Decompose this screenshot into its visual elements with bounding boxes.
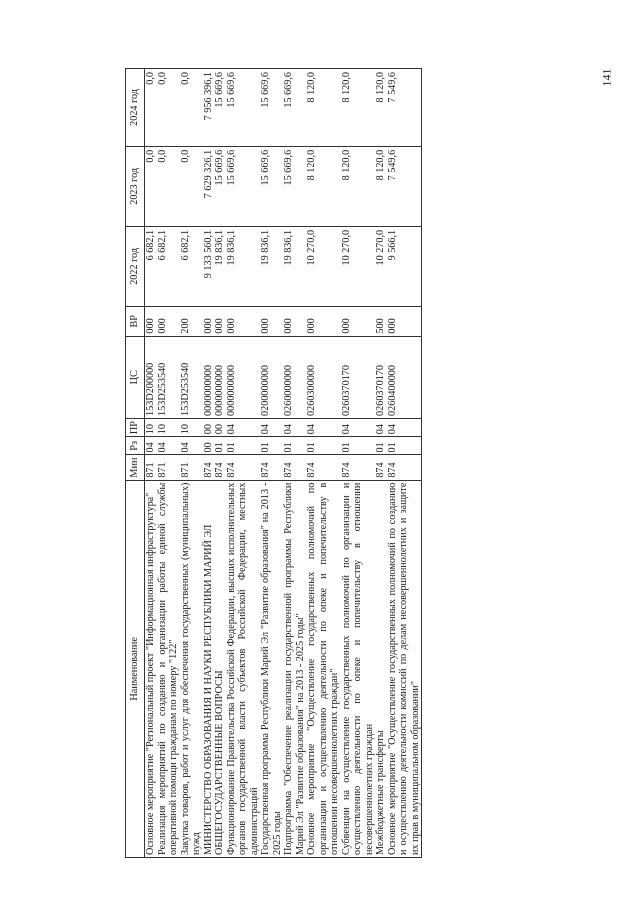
row-2023: 0,0 xyxy=(180,146,203,226)
row-rz: 01 xyxy=(306,437,341,455)
row-rz: 01 xyxy=(260,437,283,455)
row-2024: 8 120,0 xyxy=(375,69,387,147)
row-2022: 10 270,0 xyxy=(306,226,341,306)
row-min: 874 xyxy=(341,455,376,480)
row-min: 874 xyxy=(387,455,422,480)
row-pr: 10 xyxy=(145,418,157,436)
row-vr: 000 xyxy=(203,306,215,336)
row-2022: 19 836,1 xyxy=(226,226,261,306)
row-2024: 0,0 xyxy=(145,69,157,147)
row-rz: 01 xyxy=(387,437,422,455)
table-row xyxy=(341,69,376,858)
row-2024: 15 669,6 xyxy=(260,69,283,147)
row-min: 874 xyxy=(214,455,226,480)
row-rz: 04 xyxy=(145,437,157,455)
row-pr: 04 xyxy=(306,418,341,436)
row-min: 874 xyxy=(306,455,341,480)
row-vr: 000 xyxy=(260,306,283,336)
table-row xyxy=(157,69,180,858)
row-vr: 000 xyxy=(226,306,261,336)
row-name: Основное мероприятие "Осуществление государственных полномочий по организации и осуществлению деятельности по опеке и попечительству в отношении несовершеннолетних граждан" xyxy=(306,480,341,857)
row-2024: 8 120,0 xyxy=(341,69,376,147)
row-min: 871 xyxy=(145,455,157,480)
row-vr: 200 xyxy=(180,306,203,336)
row-cs: 0000000000 xyxy=(203,336,215,418)
header-2022: 2022 год xyxy=(126,226,145,306)
row-pr: 04 xyxy=(341,418,376,436)
table-row xyxy=(214,69,226,858)
row-cs: 0200000000 xyxy=(260,336,283,418)
table-row xyxy=(375,69,387,858)
row-2023: 15 669,6 xyxy=(214,146,226,226)
row-2022: 6 682,1 xyxy=(157,226,180,306)
row-pr: 04 xyxy=(375,418,387,436)
row-2024: 8 120,0 xyxy=(306,69,341,147)
header-cs: ЦС xyxy=(126,336,145,418)
row-min: 874 xyxy=(226,455,261,480)
table-header-row xyxy=(126,69,145,858)
row-rz: 01 xyxy=(375,437,387,455)
row-2022: 6 682,1 xyxy=(180,226,203,306)
table-row xyxy=(203,69,215,858)
row-min: 874 xyxy=(260,455,283,480)
row-cs: 0000000000 xyxy=(226,336,261,418)
header-2024: 2024 год xyxy=(126,69,145,147)
row-2023: 15 669,6 xyxy=(260,146,283,226)
table-body xyxy=(145,69,422,858)
row-rz: 04 xyxy=(157,437,180,455)
table-row xyxy=(180,69,203,858)
row-2023: 7 629 326,1 xyxy=(203,146,215,226)
row-2023: 8 120,0 xyxy=(306,146,341,226)
row-rz: 01 xyxy=(214,437,226,455)
row-cs: 0260370170 xyxy=(375,336,387,418)
row-cs: 0260370170 xyxy=(341,336,376,418)
row-cs: 0260300000 xyxy=(306,336,341,418)
row-vr: 000 xyxy=(157,306,180,336)
row-2023: 0,0 xyxy=(157,146,180,226)
row-2023: 8 120,0 xyxy=(341,146,376,226)
row-2024: 7 549,6 xyxy=(387,69,422,147)
table-row xyxy=(260,69,283,858)
row-2024: 0,0 xyxy=(157,69,180,147)
row-vr: 000 xyxy=(341,306,376,336)
row-min: 874 xyxy=(203,455,215,480)
row-pr: 10 xyxy=(180,418,203,436)
row-2022: 19 836,1 xyxy=(260,226,283,306)
row-pr: 04 xyxy=(387,418,422,436)
table-row xyxy=(306,69,341,858)
row-name: МИНИСТЕРСТВО ОБРАЗОВАНИЯ И НАУКИ РЕСПУБЛИКИ МАРИЙ ЭЛ xyxy=(203,480,215,857)
header-vr: ВР xyxy=(126,306,145,336)
row-2023: 7 549,6 xyxy=(387,146,422,226)
row-vr: 000 xyxy=(214,306,226,336)
budget-table xyxy=(125,68,422,858)
row-rz: 04 xyxy=(180,437,203,455)
row-2024: 15 669,6 xyxy=(283,69,306,147)
row-vr: 500 xyxy=(375,306,387,336)
row-pr: 00 xyxy=(214,418,226,436)
row-2024: 7 956 396,1 xyxy=(203,69,215,147)
row-2024: 15 669,6 xyxy=(226,69,261,147)
row-name: Подпрограмма "Обеспечение реализации государственной программы Республики Марий Эл "Развитие образования" на 2013 - 2025 годы" xyxy=(283,480,306,857)
row-pr: 04 xyxy=(226,418,261,436)
header-rz: Рз xyxy=(126,437,145,455)
row-2022: 19 836,1 xyxy=(214,226,226,306)
header-min: Мин xyxy=(126,455,145,480)
table-row xyxy=(226,69,261,858)
row-name: Основное мероприятие "Осуществление государственных полномочий по созданию и осуществлению деятельности комиссий по делам несовершеннолетних и защите их прав в муниципальном образовании" xyxy=(387,480,422,857)
row-name: Основное мероприятие "Региональный проект "Информационная инфраструктура" xyxy=(145,480,157,857)
row-name: ОБЩЕГОСУДАРСТВЕННЫЕ ВОПРОСЫ xyxy=(214,480,226,857)
row-2023: 15 669,6 xyxy=(283,146,306,226)
row-name: Закупка товаров, работ и услуг для обеспечения государственных (муниципальных) нужд xyxy=(180,480,203,857)
row-name: Государственная программа Республики Марий Эл "Развитие образования" на 2013 - 2025 годы xyxy=(260,480,283,857)
row-2023: 0,0 xyxy=(145,146,157,226)
row-cs: 153D253540 xyxy=(180,336,203,418)
row-vr: 000 xyxy=(283,306,306,336)
row-min: 871 xyxy=(157,455,180,480)
row-rz: 01 xyxy=(283,437,306,455)
row-vr: 000 xyxy=(306,306,341,336)
row-cs: 0260400000 xyxy=(387,336,422,418)
row-name: Субвенции на осуществление государственных полномочий по организации и осуществлению деятельности по опеке и попечительству в отношении несовершеннолетних граждан xyxy=(341,480,376,857)
row-2023: 8 120,0 xyxy=(375,146,387,226)
row-pr: 04 xyxy=(283,418,306,436)
row-2022: 9 133 560,1 xyxy=(203,226,215,306)
row-vr: 000 xyxy=(145,306,157,336)
row-pr: 00 xyxy=(203,418,215,436)
row-rz: 01 xyxy=(226,437,261,455)
row-rz: 00 xyxy=(203,437,215,455)
row-name: Реализация мероприятий по созданию и организации работы единой службы оперативной помощи гражданам по номеру "122" xyxy=(157,480,180,857)
row-pr: 10 xyxy=(157,418,180,436)
header-pr: ПР xyxy=(126,418,145,436)
row-cs: 0000000000 xyxy=(214,336,226,418)
row-min: 871 xyxy=(180,455,203,480)
row-name: Функционирование Правительства Российской Федерации, высших исполнительных органов государственной власти субъектов Российской Федерации, местных администраций xyxy=(226,480,261,857)
table-row xyxy=(145,69,157,858)
header-2023: 2023 год xyxy=(126,146,145,226)
row-2023: 15 669,6 xyxy=(226,146,261,226)
row-2024: 0,0 xyxy=(180,69,203,147)
row-cs: 153D200000 xyxy=(145,336,157,418)
row-vr: 000 xyxy=(387,306,422,336)
row-name: Межбюджетные трансферты xyxy=(375,480,387,857)
header-name: Наименование xyxy=(126,480,145,857)
row-pr: 04 xyxy=(260,418,283,436)
row-2024: 15 669,6 xyxy=(214,69,226,147)
row-cs: 153D253540 xyxy=(157,336,180,418)
row-2022: 9 566,1 xyxy=(387,226,422,306)
row-min: 874 xyxy=(375,455,387,480)
row-2022: 19 836,1 xyxy=(283,226,306,306)
row-2022: 10 270,0 xyxy=(341,226,376,306)
table-row xyxy=(283,69,306,858)
row-min: 874 xyxy=(283,455,306,480)
page-number: 141 xyxy=(599,68,614,87)
table-row xyxy=(387,69,422,858)
rotated-budget-table-wrapper xyxy=(125,68,595,858)
row-cs: 0260000000 xyxy=(283,336,306,418)
row-2022: 10 270,0 xyxy=(375,226,387,306)
row-rz: 01 xyxy=(341,437,376,455)
row-2022: 6 682,1 xyxy=(145,226,157,306)
